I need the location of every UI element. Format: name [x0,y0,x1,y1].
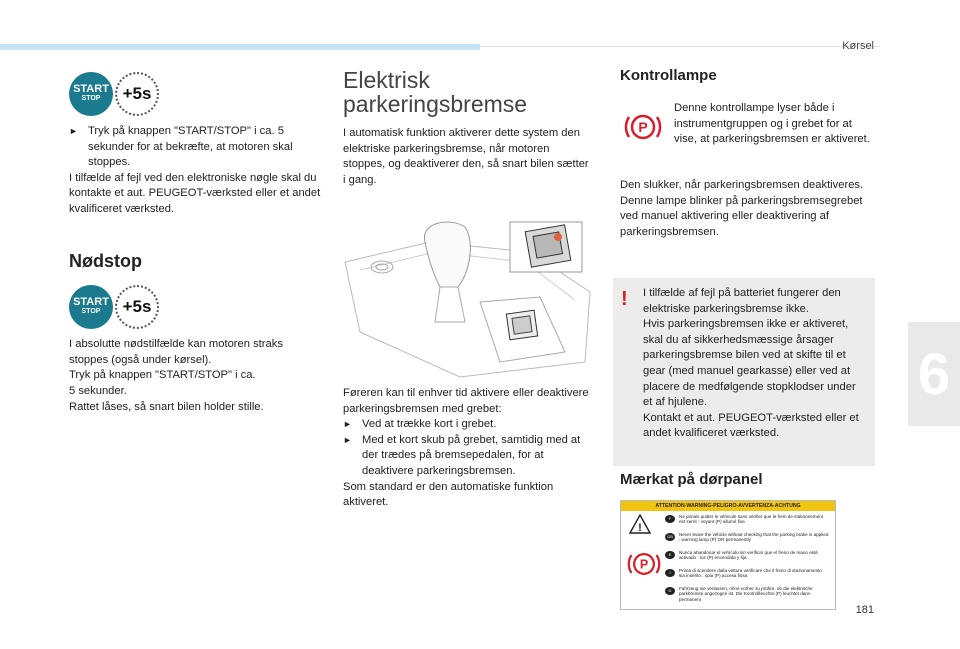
warning-triangle-icon [629,514,651,534]
paragraph: Tryk på knappen "START/STOP" i ca. [69,369,256,382]
page-title-line1: Elektrisk [343,67,430,93]
bullet-triangle-icon: ► [343,419,352,430]
paragraph: I tilfælde af fejl på batteriet fungerer den elektriske parkeringsbremse ikke. [643,287,841,315]
sticker-line: Nunca abandonar el vehículo sin verificar que el freno de mano esté activado : luz (P) encendida y fija [679,550,818,561]
kontrol-text [674,101,874,148]
chapter-number: 6 [917,341,951,407]
column-3-title [620,68,875,84]
sticker-line: Prima di scendere dalla vettura verificare che il freno di stazionamento sia inserito : spia (P) accesa fissa [679,568,822,579]
paragraph: Denne kontrollampe lyser både i instrumentgruppen og i grebet for at vise, at parkeringsbremsen er aktiveret. [674,102,870,146]
start-stop-badge [69,285,324,329]
paragraph: Som standard er den automatiske funktion aktiveret. [343,480,554,509]
paragraph: Rattet låses, så snart bilen holder stille. [69,400,264,413]
paragraph: I tilfælde af fejl ved den elektroniske nøgle skal du kontakte et aut. PEUGEOT-værksted eller et andet kvalificeret værksted. [69,171,321,215]
paragraph: I absolutte nødstilfælde kan motoren straks stoppes (også under kørsel). [69,338,283,366]
warning-text [643,286,868,442]
column-2-lower [343,386,593,511]
paragraph: Kontakt et aut. PEUGEOT-værksted eller et andet kvalificeret værksted. [643,411,859,440]
language-code: E [665,551,675,559]
plus-five-seconds-icon: +5s [115,285,159,329]
section-title: Nødstop [69,250,142,271]
sticker-line: Ne jamais quitter le véhicule sans vérifier que le frein de stationnement est serré : voyant (P) allumé fixe [679,514,824,525]
language-code: D [665,587,675,595]
header-bar [0,44,480,50]
page-title-line2: parkeringsbremse [343,91,528,117]
bullet-item: ► Tryk på knappen "START/STOP" i ca. 5 sekunder for at bekræfte, at motoren skal stoppes. [69,125,293,169]
paragraph: Føreren kan til enhver tid aktivere eller deaktivere parkeringsbremsen med grebet: [343,387,589,415]
sticker-line: Fahrzeug nie verlassen, ohne vorher zu prüfen, ob die elektrische parkbremse angezogen ist. Die Kontrollleuchte (P) leuchtet dann permanent [679,586,813,602]
plus-five-seconds-icon: +5s [115,72,159,116]
parking-brake-warning-icon [624,108,662,146]
column-2 [343,68,593,188]
svg-text:!: ! [638,522,642,534]
door-panel-sticker [620,500,836,610]
paragraph: Hvis parkeringsbremsen ikke er aktiveret, skal du af sikkerhedsmæssige årsager parkeringsbremse bilen ved at skifte til et gear (med manuel gearkasse) eller ved at placere de medfølgende stopklodser under et af hjulene. [643,318,856,409]
svg-text:P: P [639,557,649,572]
paragraph: I automatisk funktion aktiverer dette system den elektriske parkeringsbremse, når motoren stoppes, og deaktiverer den, så snart bilen sætter i gang. [343,127,589,186]
column-1 [69,72,324,415]
section-name: Kørsel [842,40,874,52]
paragraph: 5 sekunder. [69,384,127,397]
section-title: Kontrollampe [620,67,717,84]
column-3-body [620,178,875,240]
paragraph: Denne lampe blinker på parkeringsbremsegrebet ved manuel aktivering eller deaktivering af parkeringsbremsen. [620,194,863,238]
svg-text:P: P [638,119,648,135]
page-number: 181 [855,604,874,616]
bullet-triangle-icon: ► [69,126,78,136]
sticker-line: Never leave the vehicle without checking that the parking brake is applied : warning lamp (P) ON permanently [679,532,829,543]
paragraph: Den slukker, når parkeringsbremsen deaktiveres. [620,179,864,191]
section-title: Mærkat på dørpanel [620,471,763,488]
warning-box [613,278,875,466]
header-rule [480,46,880,47]
language-code: I [665,569,675,577]
start-stop-icon: START STOP [69,285,113,329]
exclamation-icon: ! [621,288,628,310]
language-code: GB [665,533,675,541]
parking-brake-lever-illustration [340,212,595,380]
start-stop-icon: START STOP [69,72,113,116]
label-section-title [620,472,875,488]
bullet-item: ► Med et kort skub på grebet, samtidig med at der trædes på bremsepedalen, for at deaktivere parkeringsbremsen. [343,433,581,477]
sticker-header: ATTENTION-WARNING-PELIGRO-AVVERTENZA-ACHTUNG [621,501,835,511]
language-code: F [665,515,675,523]
bullet-item: ► Ved at trække kort i grebet. [343,417,593,433]
parking-brake-warning-icon [627,547,661,581]
chapter-tab [908,322,960,426]
start-stop-badge [69,72,324,116]
bullet-triangle-icon: ► [343,434,352,445]
